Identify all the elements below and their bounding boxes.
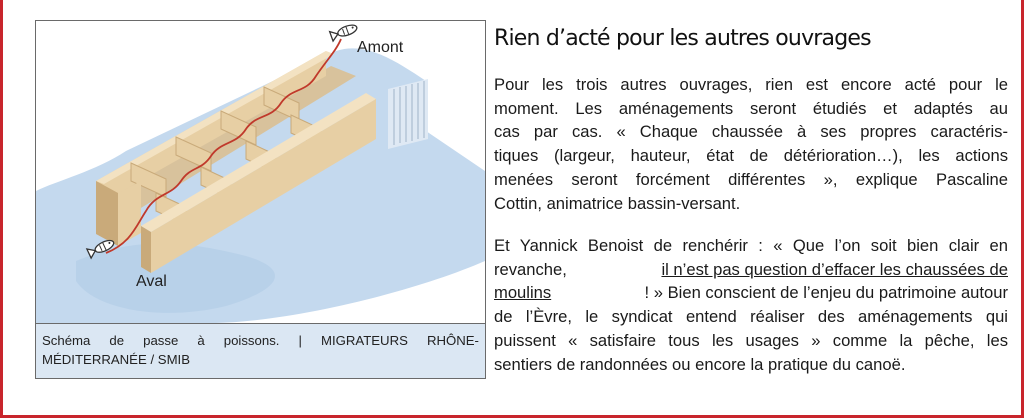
line-text: Pour les trois autres ouvrages, rien est encore acté pour le xyxy=(494,75,1008,94)
caption-word: RHÔNE- xyxy=(426,333,479,348)
line-text: ! » Bien conscient de l’enjeu du patrimoine autour xyxy=(644,283,1008,303)
caption-word: MIGRATEURS xyxy=(320,333,408,348)
caption-line-2: MÉDITERRANÉE / SMIB xyxy=(42,352,191,367)
caption-word: passe xyxy=(143,333,179,348)
text-line xyxy=(494,281,1008,305)
text-line xyxy=(494,305,1008,329)
text-line xyxy=(494,329,1008,353)
line-text: puissent « satisfaire tous les usages » comme la pêche, les xyxy=(494,330,1008,350)
text-line xyxy=(494,120,1008,144)
line-text: cas par cas. « Chaque chaussée à ses propres caractéris- xyxy=(494,122,1008,142)
fish-pass-diagram xyxy=(36,21,485,323)
line-text: de l’Èvre, le syndicat entend réaliser des aménagements qui xyxy=(494,307,1008,327)
text-line xyxy=(494,234,1008,258)
caption-word: | xyxy=(298,333,302,348)
line-text: menées seront forcément différentes », explique Pascaline xyxy=(494,169,1008,189)
text-line xyxy=(494,144,1008,168)
line-text: Et Yannick Benoist de renchérir : « Que l’on soit bien clair en xyxy=(494,236,1008,255)
text-line xyxy=(494,73,1008,97)
paragraph-1 xyxy=(494,73,1008,215)
underlined-quote-end: moulins xyxy=(494,283,552,303)
paragraph-2 xyxy=(494,234,1008,376)
line-text: sentiers de randonnées ou encore la pratique du canoë. xyxy=(494,354,906,374)
text-line xyxy=(494,168,1008,192)
caption-word: de xyxy=(109,333,125,348)
caption-word: poissons. xyxy=(223,333,280,348)
text-line xyxy=(494,192,1008,216)
downstream-label: Aval xyxy=(136,273,167,290)
caption-word: à xyxy=(197,333,205,348)
line-text: moment. Les aménagements seront étudiés et adaptés au xyxy=(494,98,1008,118)
text-line xyxy=(494,258,1008,282)
front-wall-end xyxy=(141,226,151,273)
line-text: revanche, xyxy=(494,259,567,279)
text-line xyxy=(494,97,1008,121)
figure-caption xyxy=(36,323,485,379)
fish-icon xyxy=(330,22,359,41)
article-heading: Rien d’acté pour les autres ouvrages xyxy=(494,26,871,51)
caption-word: Schéma xyxy=(42,333,91,348)
caption-line-1 xyxy=(42,331,479,350)
text-line xyxy=(494,353,1008,377)
fish-pass-figure xyxy=(35,20,486,379)
underlined-quote: il n’est pas question d’effacer les chaussées de xyxy=(661,259,1008,279)
line-text: Cottin, animatrice bassin-versant. xyxy=(494,193,741,213)
upstream-label: Amont xyxy=(357,39,404,56)
line-text: tiques (largeur, hauteur, état de détérioration…), les actions xyxy=(494,146,1008,166)
